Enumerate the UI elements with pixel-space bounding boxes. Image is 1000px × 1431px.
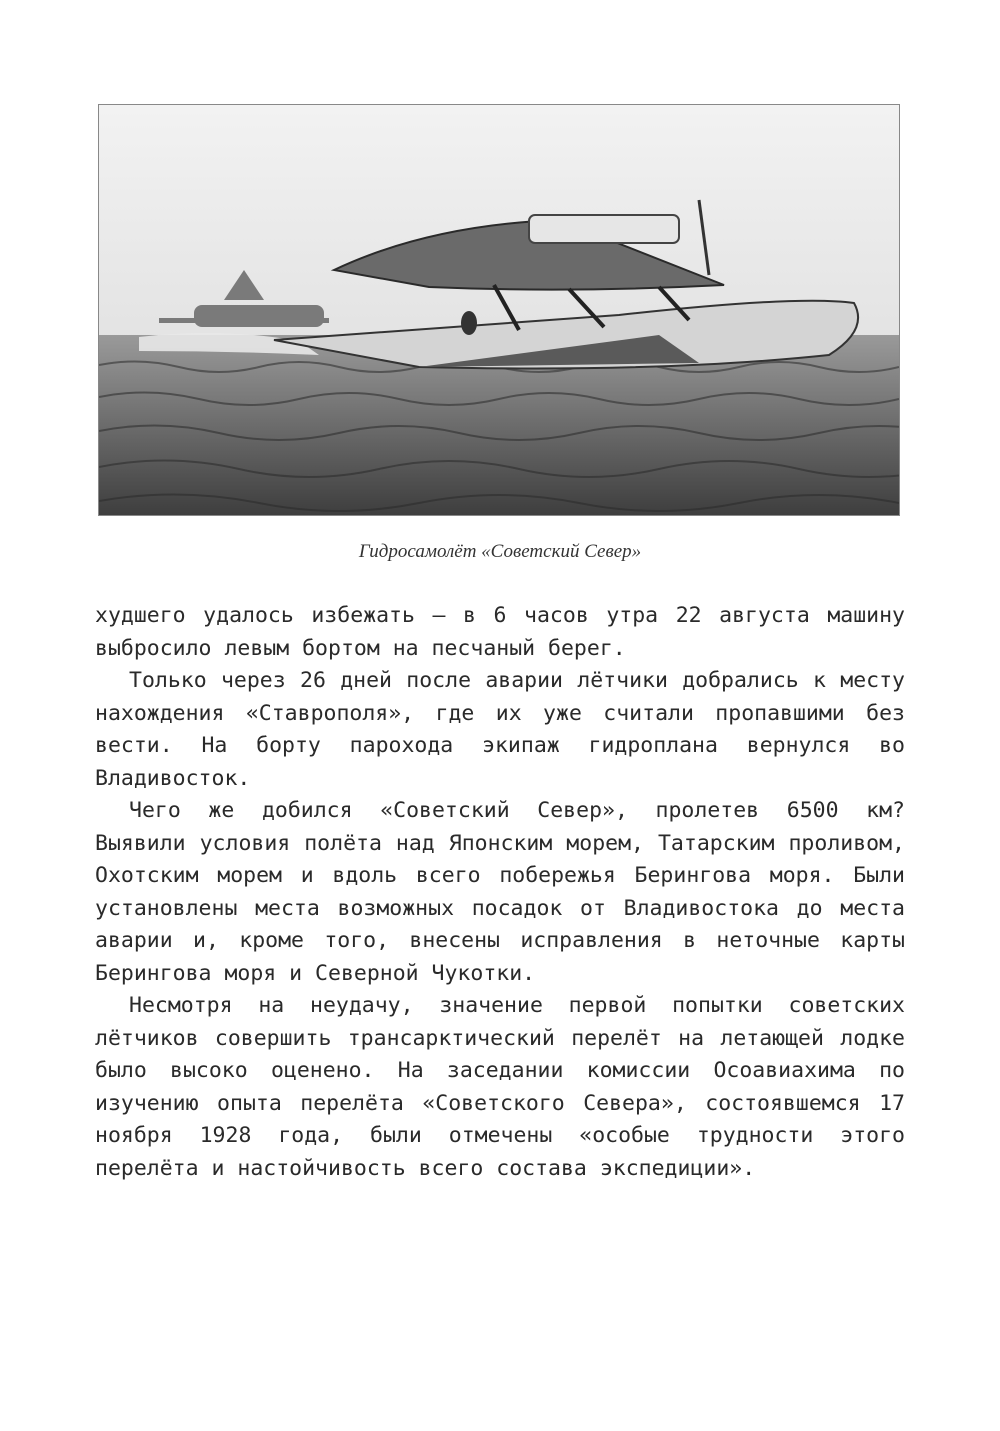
paragraph-1: худшего удалось избежать — в 6 часов утра 22 августа машину выбросило левым бортом на песчаный берег. [95, 603, 905, 661]
paragraph-2: Только через 26 дней после аварии лётчики добрались к месту нахождения «Ставрополя», где их уже считали пропавшими без вести. На борту парохода экипаж гидроплана вернулся во Владивосток. [95, 668, 905, 791]
seaplane-illustration [99, 105, 899, 515]
article-body [95, 600, 905, 1185]
figure-caption: Гидросамолёт «Советский Север» [358, 541, 642, 562]
paragraph-4: Несмотря на неудачу, значение первой попытки советских лётчиков совершить трансарктический перелёт на летающей лодке было высоко оценено. На заседании комиссии Осоавиахима по изучению опыта перелёта «Советского Севера», состоявшемся 17 ноября 1928 года, были отмечены «особые трудности этого перелёта и настойчивость всего состава экспедиции». [95, 993, 905, 1181]
paragraph-3: Чего же добился «Советский Север», пролетев 6500 км? Выявили условия полёта над Японским морем, Татарским проливом, Охотским морем и вдоль всего побережья Берингова моря. Были установлены места возможных посадок от Владивостока до места аварии и, кроме того, внесены исправления в неточные карты Берингова моря и Северной Чукотки. [95, 798, 905, 986]
seaplane-photo [98, 104, 900, 516]
